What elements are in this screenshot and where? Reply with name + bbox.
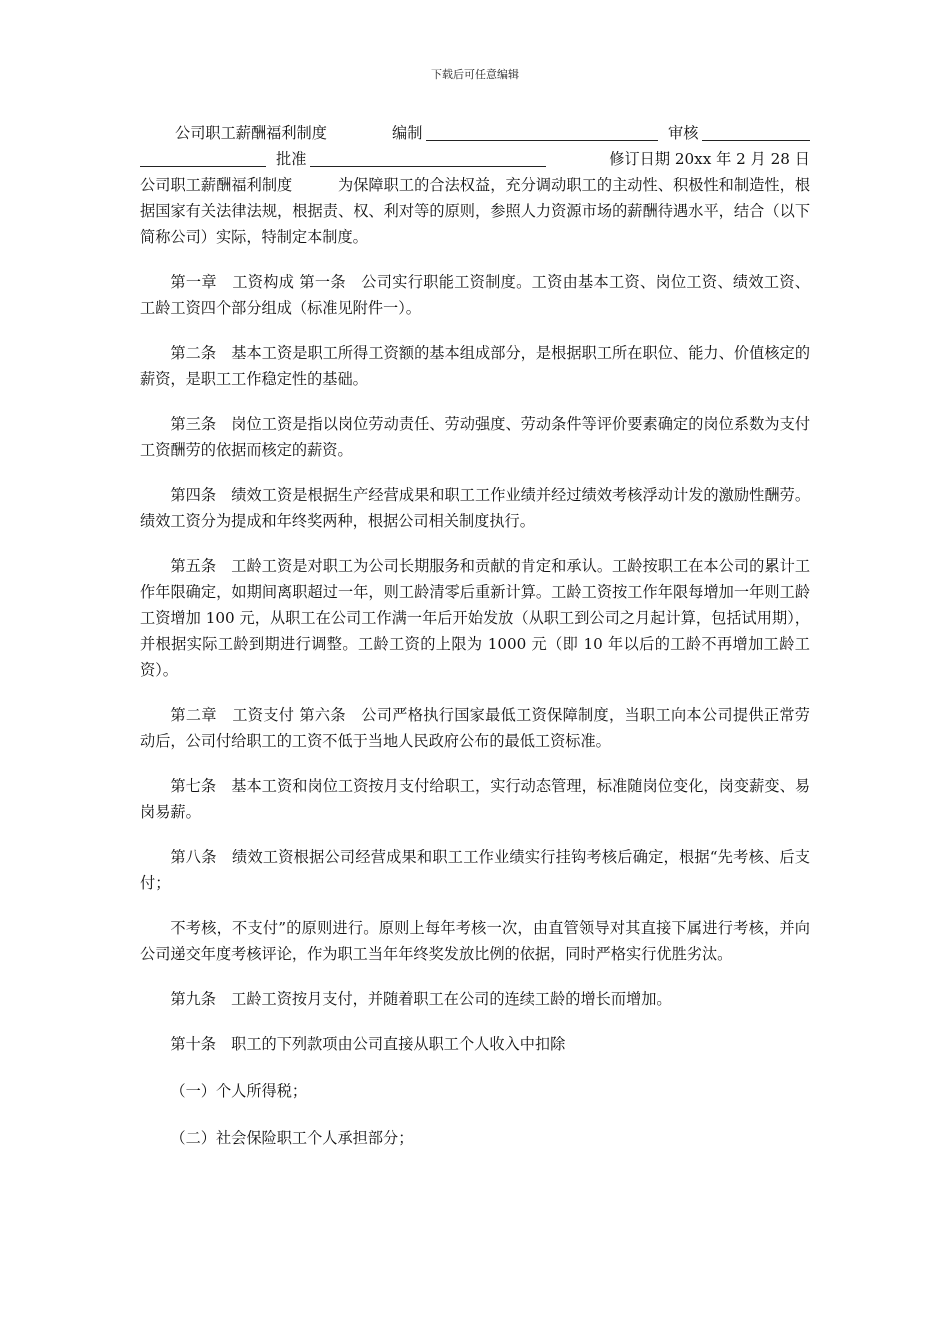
paragraph-article3: 第三条 岗位工资是指以岗位劳动责任、劳动强度、劳动条件等评价要素确定的岗位系数为支付工资酬劳的依据而核定的薪资。 [140, 415, 810, 459]
paragraph-article8: 第八条 绩效工资根据公司经营成果和职工工作业绩实行挂钩考核后确定，根据“先考核、后支付； [140, 848, 810, 892]
document-title: 公司职工薪酬福利制度 [175, 124, 327, 142]
editor-label: 编制 [392, 124, 423, 142]
paragraph-article10: 第十条 职工的下列款项由公司直接从职工个人收入中扣除 [170, 1035, 566, 1053]
paragraph-article7: 第七条 基本工资和岗位工资按月支付给职工，实行动态管理，标准随岗位变化，岗变薪变、易岗易薪。 [140, 777, 810, 821]
paragraph-chapter2-article6: 第二章 工资支付 第六条 公司严格执行国家最低工资保障制度，当职工向本公司提供正常劳动后，公司付给职工的工资不低于当地人民政府公布的最低工资标准。 [140, 706, 810, 750]
paragraph-chapter1-article1: 第一章 工资构成 第一条 公司实行职能工资制度。工资由基本工资、岗位工资、绩效工资、工龄工资四个部分组成（标准见附件一）。 [140, 273, 810, 317]
reviewer-label: 审核 [668, 124, 699, 142]
meta-line-1 [140, 120, 810, 146]
approver-label: 批准 [276, 150, 307, 168]
editor-blank [426, 125, 658, 141]
revision-date: 修订日期 20xx 年 2 月 28 日 [609, 150, 810, 168]
paragraph-article4: 第四条 绩效工资是根据生产经营成果和职工工作业绩并经过绩效考核浮动计发的激励性酬劳。绩效工资分为提成和年终奖两种，根据公司相关制度执行。 [140, 486, 810, 530]
reviewer-blank [702, 125, 810, 141]
list-item: （二）社会保险职工个人承担部分； [170, 1129, 414, 1147]
document-body [140, 120, 810, 1151]
list-item: （一）个人所得税； [170, 1082, 308, 1100]
header-note: 下载后可任意编辑 [431, 68, 519, 81]
paragraph-article5: 第五条 工龄工资是对职工为公司长期服务和贡献的肯定和承认。工龄按职工在本公司的累计工作年限确定，如期间离职超过一年，则工龄清零后重新计算。工龄工资按工作年限每增加一年则工龄工资增加 100 元，从职工在公司工作满一年后开始发放（从职工到公司之月起计算，包括试用期），并根据实际工龄到期进行调整。工龄工资的上限为 1000 元（即 10 年以后的工龄不再增加工龄工资）。 [140, 557, 810, 679]
paragraph-article9: 第九条 工龄工资按月支付，并随着职工在公司的连续工龄的增长而增加。 [170, 990, 672, 1008]
paragraph-intro: 公司职工薪酬福利制度 为保障职工的合法权益，充分调动职工的主动性、积极性和制造性，根据国家有关法律法规，根据责、权、利对等的原则，参照人力资源市场的薪酬待遇水平，结合（以下简称公司）实际，特制定本制度。 [140, 176, 810, 246]
approver-blank [310, 151, 546, 167]
meta-line-2 [140, 146, 810, 172]
paragraph-article8-continued: 不考核，不支付”的原则进行。原则上每年考核一次，由直管领导对其直接下属进行考核，并向公司递交年度考核评论，作为职工当年年终奖发放比例的依据，同时严格实行优胜劣汰。 [140, 919, 810, 963]
paragraph-article2: 第二条 基本工资是职工所得工资额的基本组成部分，是根据职工所在职位、能力、价值核定的薪资，是职工工作稳定性的基础。 [140, 344, 810, 388]
reviewer-blank-continued [140, 151, 266, 167]
